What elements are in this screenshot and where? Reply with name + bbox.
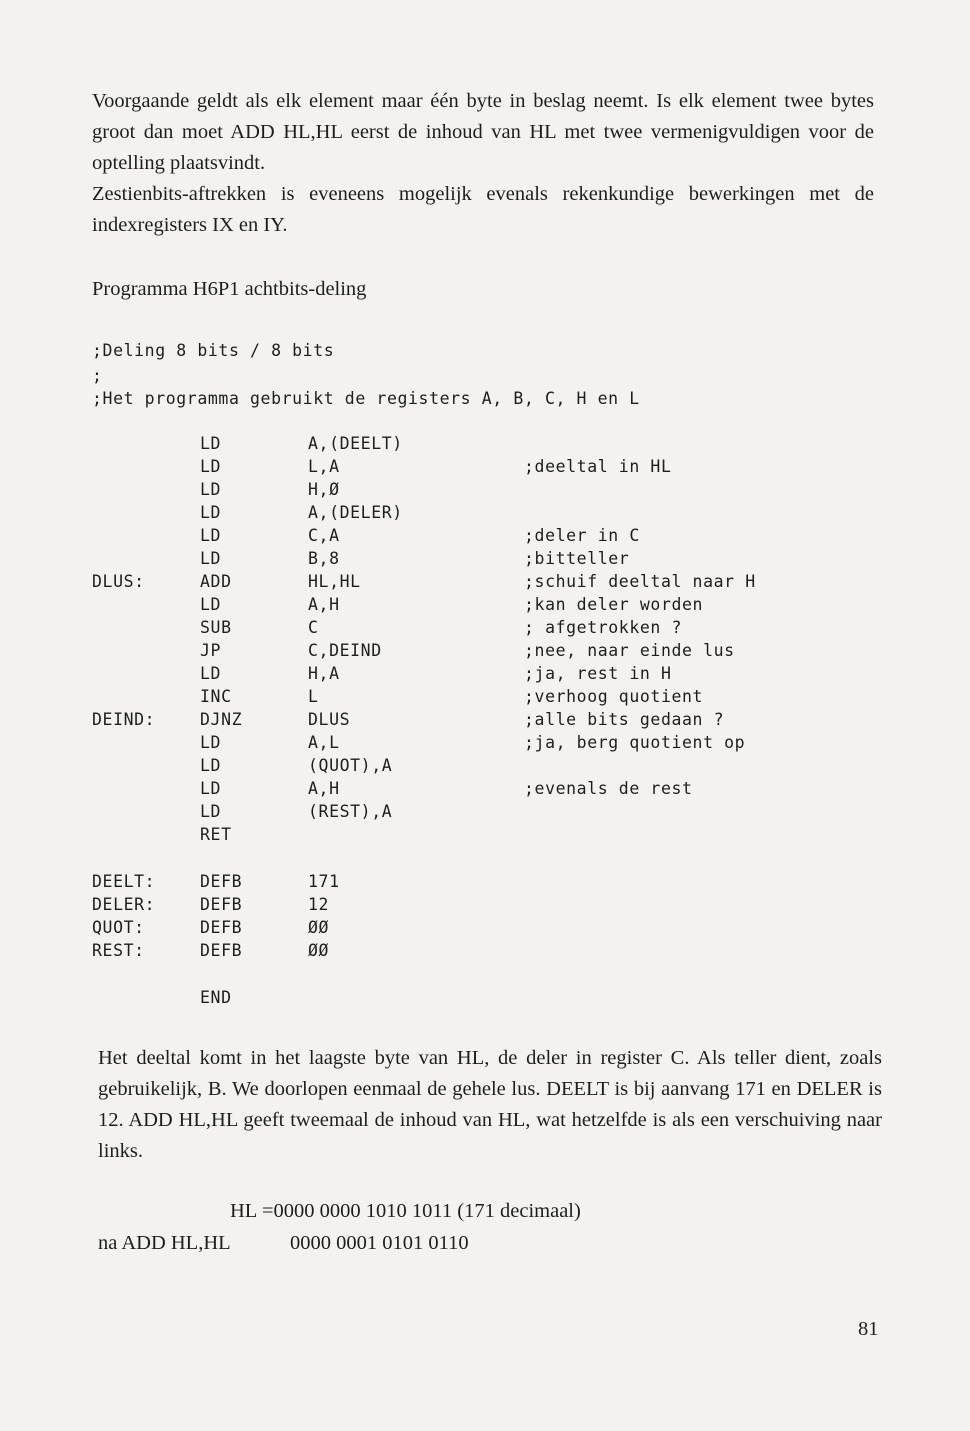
code-operand: HL,HL (308, 572, 361, 591)
code-comment: ;ja, berg quotient op (524, 733, 746, 752)
data-value: 12 (308, 895, 330, 914)
code-opcode: LD (200, 664, 222, 683)
code-operand: A,L (308, 733, 340, 752)
code-opcode: LD (200, 549, 222, 568)
code-operand: L (308, 687, 319, 706)
code-comment: ;alle bits gedaan ? (524, 710, 725, 729)
code-comment: ;evenals de rest (524, 779, 693, 798)
code-comment: ;Deling 8 bits / 8 bits (92, 341, 335, 360)
code-operand: (REST),A (308, 802, 393, 821)
code-operand: B,8 (308, 549, 340, 568)
code-comment: ;Het programma gebruikt de registers A, B, C, H en L (92, 389, 640, 408)
code-operand: L,A (308, 457, 340, 476)
code-operand: C,A (308, 526, 340, 545)
intro-paragraph: Zestienbits-aftrekken is eveneens mogelijk evenals rekenkundige bewerkingen met de indexregisters IX en IY. (92, 183, 874, 236)
code-opcode: LD (200, 480, 222, 499)
data-value: 171 (308, 872, 340, 891)
code-operand: A,H (308, 595, 340, 614)
data-label: REST: (92, 941, 145, 960)
code-operand: (QUOT),A (308, 756, 393, 775)
code-opcode: LD (200, 779, 222, 798)
code-operand: A,H (308, 779, 340, 798)
data-value: ØØ (308, 941, 330, 960)
code-operand: A,(DEELT) (308, 434, 403, 453)
code-opcode: ADD (200, 572, 232, 591)
code-opcode: LD (200, 802, 222, 821)
code-opcode: SUB (200, 618, 232, 637)
code-opcode: LD (200, 434, 222, 453)
data-label: DEELT: (92, 872, 156, 891)
calc-value: =0000 0000 1010 1011 (171 decimaal) (262, 1200, 581, 1222)
code-opcode: RET (200, 825, 232, 844)
data-value: ØØ (308, 918, 330, 937)
page-number: 81 (858, 1318, 879, 1340)
code-comment: ;deler in C (524, 526, 640, 545)
data-label: QUOT: (92, 918, 145, 937)
code-comment: ; (92, 366, 103, 385)
code-label: DEIND: (92, 710, 156, 729)
end-directive: END (200, 988, 232, 1007)
calc-label: na ADD HL,HL (98, 1232, 231, 1254)
code-comment: ;schuif deeltal naar H (524, 572, 756, 591)
data-directive: DEFB (200, 872, 243, 891)
code-comment: ;bitteller (524, 549, 630, 568)
code-opcode: LD (200, 526, 222, 545)
code-operand: A,(DELER) (308, 503, 403, 522)
code-operand: H,A (308, 664, 340, 683)
code-operand: C,DEIND (308, 641, 382, 660)
program-heading: Programma H6P1 achtbits-deling (92, 278, 367, 300)
code-comment: ;nee, naar einde lus (524, 641, 735, 660)
code-operand: H,Ø (308, 480, 340, 499)
code-operand: DLUS (308, 710, 351, 729)
intro-text (92, 86, 874, 241)
code-opcode: LD (200, 503, 222, 522)
data-directive: DEFB (200, 895, 243, 914)
code-label: DLUS: (92, 572, 145, 591)
intro-paragraph: Voorgaande geldt als elk element maar één byte in beslag neemt. Is elk element twee bytes groot dan moet ADD HL,HL eerst de inhoud van HL met twee vermenigvuldigen voor de optelling plaatsvindt. (92, 90, 874, 174)
code-comment: ;verhoog quotient (524, 687, 704, 706)
code-operand: C (308, 618, 319, 637)
data-label: DELER: (92, 895, 156, 914)
data-directive: DEFB (200, 918, 243, 937)
code-opcode: LD (200, 457, 222, 476)
calc-label: HL (230, 1200, 258, 1222)
code-opcode: LD (200, 595, 222, 614)
explanation-text: Het deeltal komt in het laagste byte van HL, de deler in register C. Als teller dient, zoals gebruikelijk, B. We doorlopen eenmaal de gehele lus. DEELT is bij aanvang 171 en DELER is 12. ADD HL,HL geeft tweemaal de inhoud van HL, wat hetzelfde is als een verschuiving naar links. (98, 1047, 882, 1162)
code-opcode: JP (200, 641, 222, 660)
code-comment: ; afgetrokken ? (524, 618, 683, 637)
calc-value: 0000 0001 0101 0110 (290, 1232, 469, 1254)
code-comment: ;ja, rest in H (524, 664, 672, 683)
code-comment: ;deeltal in HL (524, 457, 672, 476)
code-comment: ;kan deler worden (524, 595, 704, 614)
data-directive: DEFB (200, 941, 243, 960)
code-opcode: DJNZ (200, 710, 243, 729)
code-opcode: INC (200, 687, 232, 706)
code-opcode: LD (200, 756, 222, 775)
code-opcode: LD (200, 733, 222, 752)
